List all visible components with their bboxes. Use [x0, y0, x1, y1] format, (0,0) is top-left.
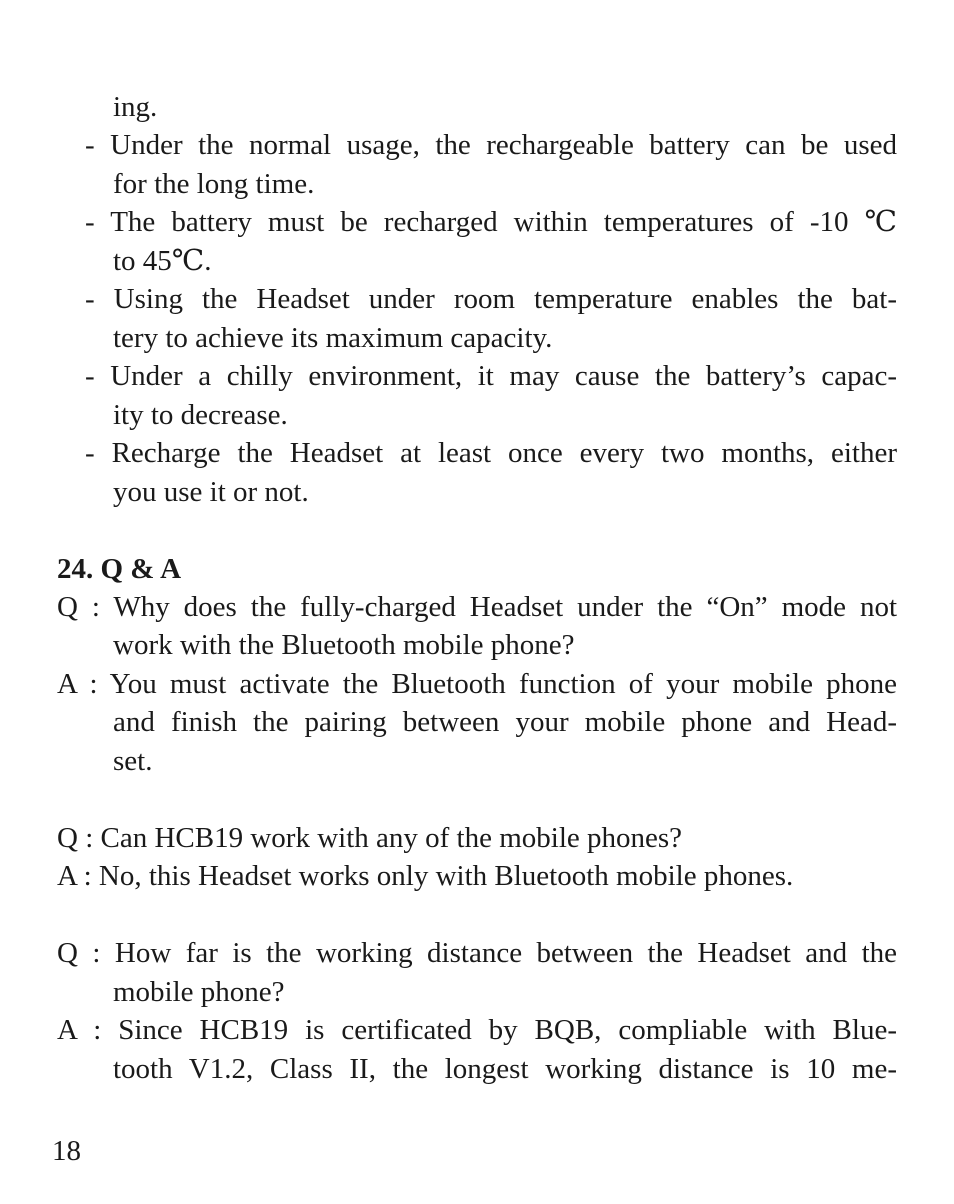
bullet-0-line-2: ing.	[113, 91, 158, 123]
answer-1-line-1: A : You must activate the Bluetooth function of your mobile phone	[57, 668, 897, 700]
answer-2-line-1: A : No, this Headset works only with Bluetooth mobile phones.	[57, 860, 794, 892]
question-1-line-2: work with the Bluetooth mobile phone?	[113, 629, 575, 661]
bullet-2-line-1: - The battery must be recharged within temperatures of -10 ℃	[85, 206, 897, 238]
bullet-1-line-1: - Under the normal usage, the rechargeable battery can be used	[85, 129, 897, 161]
answer-3-line-2: tooth V1.2, Class II, the longest working distance is 10 me-	[113, 1053, 897, 1085]
answer-1-line-3: set.	[113, 745, 153, 777]
bullet-3-line-1: - Using the Headset under room temperature enables the bat-	[85, 283, 897, 315]
page-number: 18	[52, 1135, 81, 1167]
bullet-2-line-2: to 45℃.	[113, 245, 212, 277]
bullet-4-line-1: - Under a chilly environment, it may cause the battery’s capac-	[85, 360, 897, 392]
answer-1-line-2: and finish the pairing between your mobile phone and Head-	[113, 706, 897, 738]
question-1-line-1: Q : Why does the fully-charged Headset under the “On” mode not	[57, 591, 897, 623]
question-3-line-2: mobile phone?	[113, 976, 285, 1008]
bullet-1-line-2: for the long time.	[113, 168, 315, 200]
answer-3-line-1: A : Since HCB19 is certificated by BQB, compliable with Blue-	[57, 1014, 897, 1046]
bullet-5-line-2: you use it or not.	[113, 476, 309, 508]
section-heading: 24. Q & A	[57, 553, 182, 585]
question-3-line-1: Q : How far is the working distance between the Headset and the	[57, 937, 897, 969]
bullet-4-line-2: ity to decrease.	[113, 399, 288, 431]
question-2-line-1: Q : Can HCB19 work with any of the mobile phones?	[57, 822, 683, 854]
bullet-5-line-1: - Recharge the Headset at least once every two months, either	[85, 437, 897, 469]
bullet-3-line-2: tery to achieve its maximum capacity.	[113, 322, 553, 354]
